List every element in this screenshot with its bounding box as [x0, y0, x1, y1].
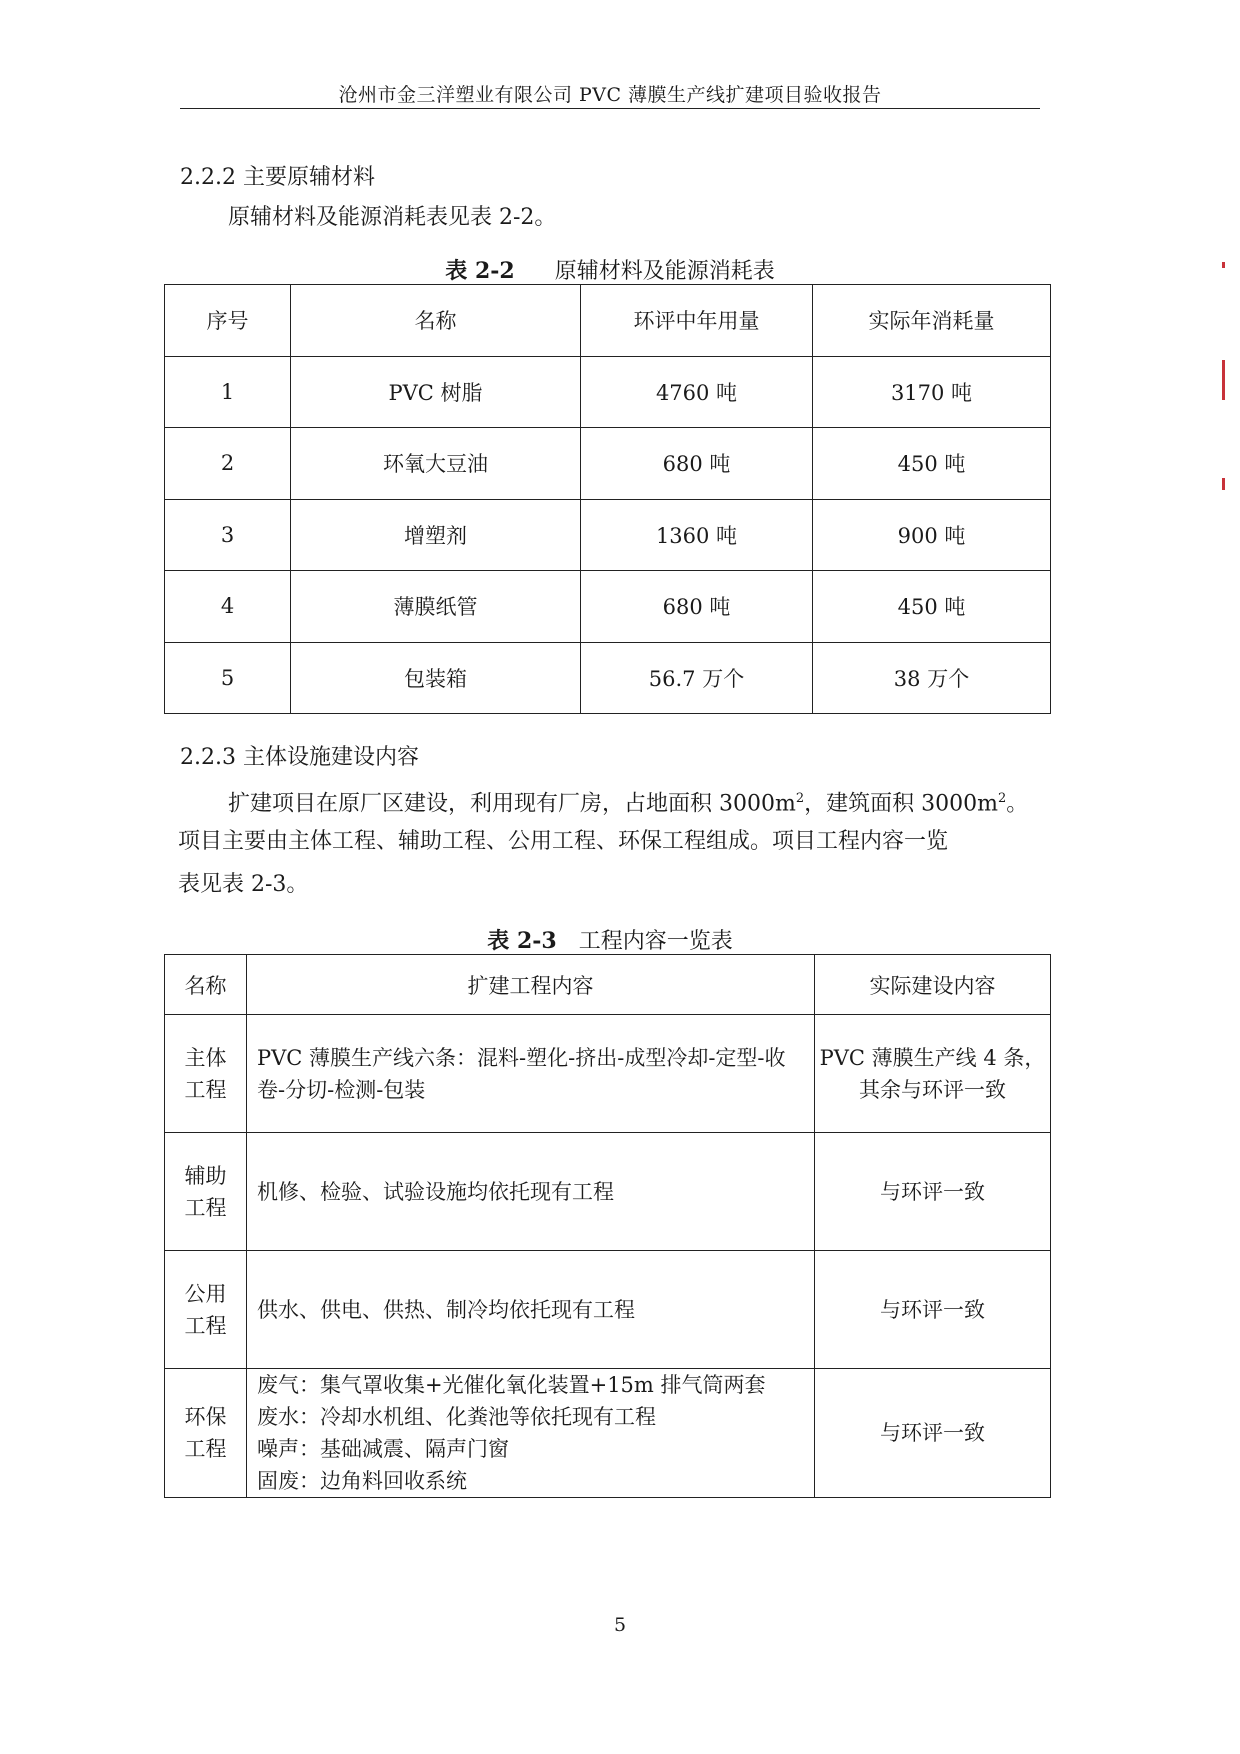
table-cell [165, 1133, 247, 1251]
table-cell: 450 吨 [813, 571, 1051, 643]
para-text: 。 [1006, 791, 1029, 817]
materials-table [164, 284, 1051, 714]
table-cell: 环氧大豆油 [291, 428, 581, 500]
table-cell: 4 [165, 571, 291, 643]
actual-line: 与环评一致 [880, 1297, 985, 1322]
content-line: 废水：冷却水机组、化粪池等依托现有工程 [257, 1405, 656, 1429]
column-header: 名称 [165, 955, 247, 1015]
table-row [165, 571, 1051, 643]
table-cell: 56.7 万个 [581, 642, 813, 714]
row-name-line: 工程 [184, 1195, 227, 1220]
row-name-line: 环保 [184, 1405, 227, 1429]
table-cell: 450 吨 [813, 428, 1051, 500]
table-cell [247, 1133, 815, 1251]
table-cell: 900 吨 [813, 499, 1051, 571]
page-number: 5 [613, 1614, 627, 1636]
actual-line: 与环评一致 [880, 1421, 985, 1445]
page-header: 沧州市金三洋塑业有限公司 PVC 薄膜生产线扩建项目验收报告 [338, 84, 882, 106]
column-header: 环评中年用量 [581, 285, 813, 357]
section-223-para-line1 [228, 777, 1028, 825]
content-line: 卷-分切-检测-包装 [257, 1077, 426, 1102]
table-cell: 3170 吨 [813, 356, 1051, 428]
table-cell: 680 吨 [581, 428, 813, 500]
content-line: 机修、检验、试验设施均依托现有工程 [257, 1179, 614, 1204]
table-cell: 2 [165, 428, 291, 500]
section-223-para-line2: 项目主要由主体工程、辅助工程、公用工程、环保工程组成。项目工程内容一览 [178, 829, 949, 854]
table-cell: PVC 树脂 [291, 356, 581, 428]
row-name-line: 辅助 [184, 1163, 227, 1188]
engineering-table [164, 954, 1051, 1498]
table-cell [165, 1015, 247, 1133]
table-row [165, 642, 1051, 714]
superscript: 2 [997, 791, 1007, 806]
table-cell: 薄膜纸管 [291, 571, 581, 643]
actual-line: PVC 薄膜生产线 4 条， [819, 1045, 1046, 1070]
table-row [165, 1133, 1051, 1251]
actual-line: 其余与环评一致 [859, 1077, 1006, 1102]
table-cell [815, 1251, 1051, 1369]
row-name-line: 工程 [184, 1077, 227, 1102]
content-line: PVC 薄膜生产线六条：混料-塑化-挤出-成型冷却-定型-收 [257, 1045, 786, 1070]
table-row [165, 356, 1051, 428]
table-2-2-caption-number: 表 2-2 [445, 258, 515, 284]
table-row [165, 1369, 1051, 1498]
column-header: 扩建工程内容 [247, 955, 815, 1015]
para-text: 扩建项目在原厂区建设，利用现有厂房，占地面积 3000m [228, 791, 796, 817]
table-cell: 680 吨 [581, 571, 813, 643]
table-cell: 5 [165, 642, 291, 714]
seal-fragment [1222, 478, 1225, 490]
table-row [165, 428, 1051, 500]
row-name-line: 公用 [184, 1281, 227, 1306]
content-line: 供水、供电、供热、制冷均依托现有工程 [257, 1297, 635, 1322]
column-header: 实际建设内容 [815, 955, 1051, 1015]
table-cell: 38 万个 [813, 642, 1051, 714]
table-cell: 1360 吨 [581, 499, 813, 571]
section-223-para-line3: 表见表 2-3。 [178, 872, 309, 897]
table-cell [815, 1015, 1051, 1133]
column-header: 实际年消耗量 [813, 285, 1051, 357]
para-text: ，建筑面积 3000m [804, 791, 998, 817]
table-cell [247, 1369, 815, 1498]
superscript: 2 [795, 791, 805, 806]
content-line: 废气：集气罩收集+光催化氧化装置+15m 排气筒两套 [257, 1373, 766, 1397]
section-222-intro: 原辅材料及能源消耗表见表 2-2。 [228, 205, 557, 230]
content-line: 噪声：基础减震、隔声门窗 [257, 1437, 509, 1461]
table-cell [165, 1369, 247, 1498]
table-2-3-caption [165, 924, 1055, 955]
table-row [165, 499, 1051, 571]
actual-line: 与环评一致 [880, 1179, 985, 1204]
table-2-3-caption-number: 表 2-3 [487, 928, 557, 954]
column-header: 序号 [165, 285, 291, 357]
table-cell [247, 1251, 815, 1369]
seal-fragment [1222, 262, 1225, 268]
table-2-2-caption-title: 原辅材料及能源消耗表 [554, 259, 775, 284]
section-heading-223: 2.2.3 主体设施建设内容 [180, 745, 419, 770]
seal-fragment [1222, 360, 1225, 400]
table-header-row [165, 955, 1051, 1015]
table-2-3-caption-title: 工程内容一览表 [578, 929, 733, 954]
table-cell [165, 1251, 247, 1369]
table-cell: 4760 吨 [581, 356, 813, 428]
column-header: 名称 [291, 285, 581, 357]
table-cell: 3 [165, 499, 291, 571]
content-line: 固废：边角料回收系统 [257, 1469, 467, 1493]
row-name-line: 主体 [184, 1045, 227, 1070]
table-cell: 增塑剂 [291, 499, 581, 571]
row-name-line: 工程 [184, 1313, 227, 1338]
section-heading-222: 2.2.2 主要原辅材料 [180, 165, 375, 190]
header-divider [180, 108, 1040, 109]
table-cell: 包装箱 [291, 642, 581, 714]
table-cell: 1 [165, 356, 291, 428]
table-header-row [165, 285, 1051, 357]
table-cell [815, 1133, 1051, 1251]
table-2-2-caption [165, 254, 1055, 285]
table-cell [247, 1015, 815, 1133]
table-row [165, 1015, 1051, 1133]
row-name-line: 工程 [184, 1437, 227, 1461]
table-row [165, 1251, 1051, 1369]
table-cell [815, 1369, 1051, 1498]
